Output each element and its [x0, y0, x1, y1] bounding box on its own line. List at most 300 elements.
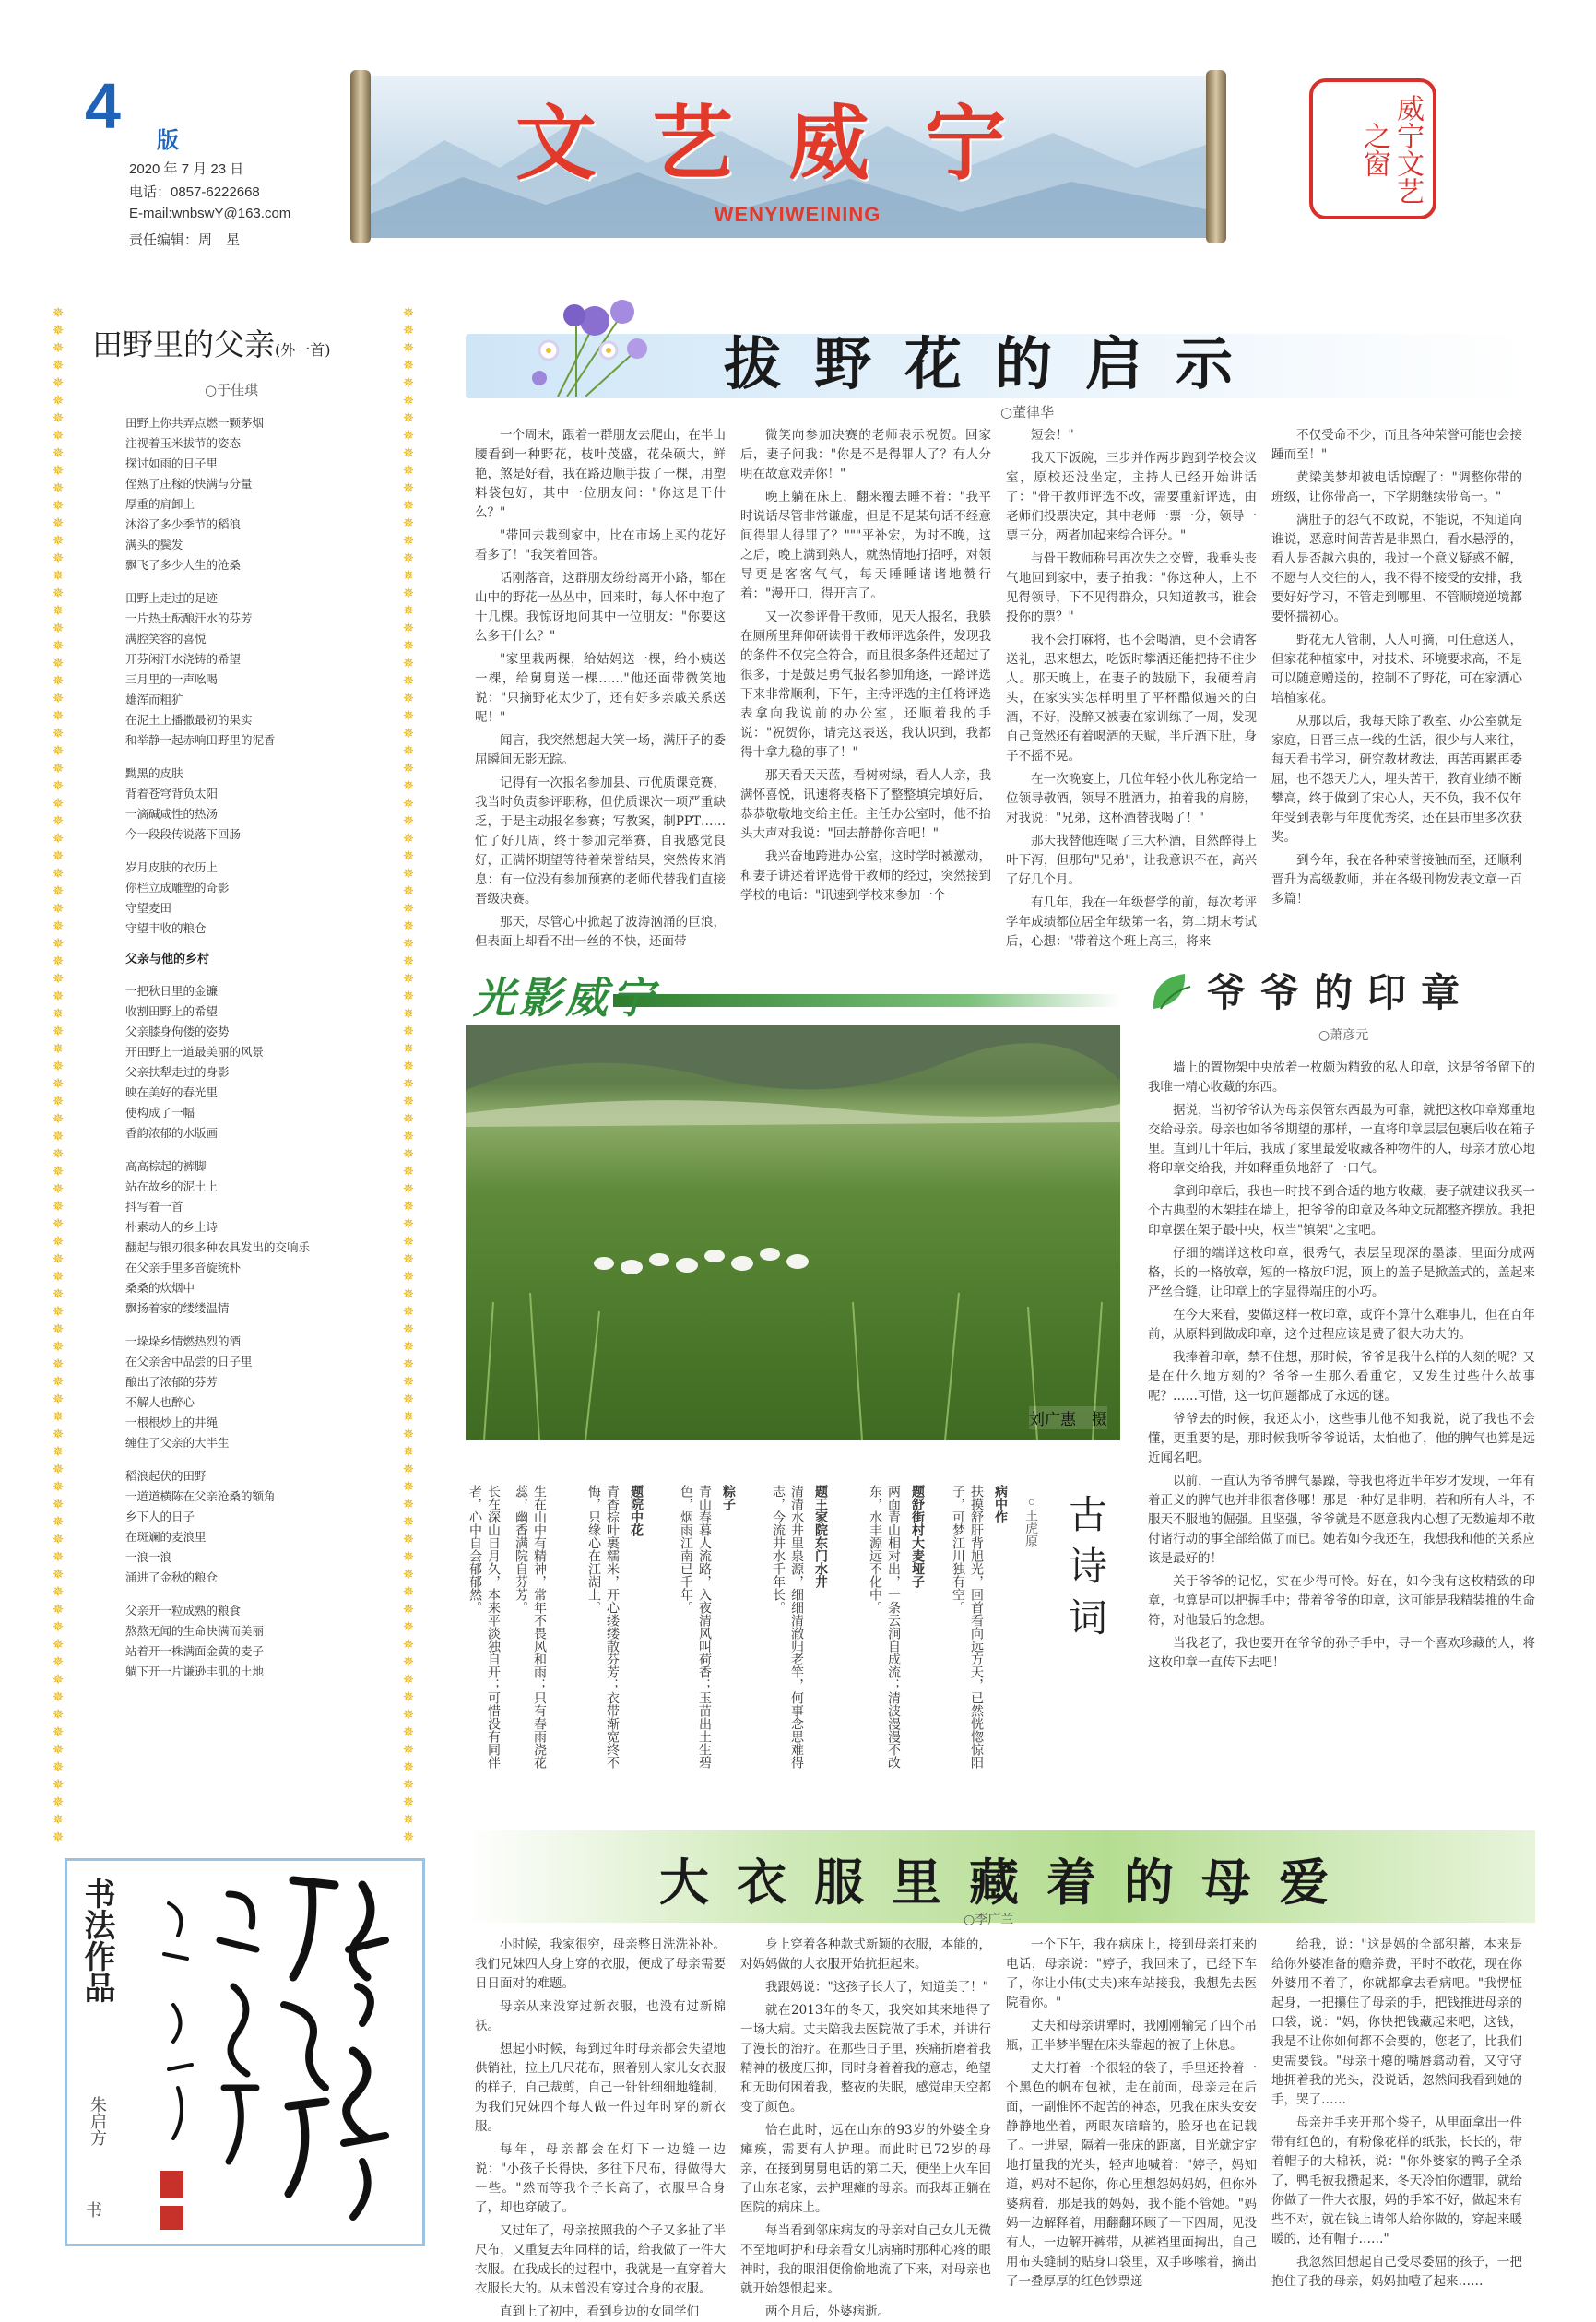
star-icon: ✵	[52, 374, 65, 391]
leaf-icon	[1148, 968, 1194, 1014]
star-icon: ✵	[402, 1741, 415, 1758]
star-icon: ✵	[52, 515, 65, 531]
paragraph: 那天，尽管心中掀起了波涛汹涌的巨浪，但表面上却看不出一丝的不快，还面带	[475, 915, 726, 949]
star-icon: ✵	[52, 1794, 65, 1810]
paragraph: 我捧着印章，禁不住想，那时候，爷爷是我什么样的人刻的呢？又是在什么地方刻的？爷爷一生那么看重它，又发生过些什么故事呢？……可惜，这一切问题都成了永远的谜。	[1148, 1350, 1535, 1404]
calligraphy-artwork	[132, 1866, 413, 2235]
star-icon: ✵	[402, 1583, 415, 1600]
star-icon: ✵	[402, 1653, 415, 1670]
star-icon: ✵	[52, 480, 65, 496]
paragraph: 与骨干教师称号再次失之交臂，我垂头丧气地回到家中，妻子拍我："你这种人，上不见得领导，下不见得群众，只知道教书，谁会投你的票？"	[1006, 551, 1257, 624]
star-icon: ✵	[52, 444, 65, 461]
star-icon: ✵	[52, 357, 65, 373]
star-icon: ✵	[402, 1443, 415, 1460]
star-icon: ✵	[52, 637, 65, 654]
poem-line: 飘飞了多少人生的沧桑	[125, 558, 242, 572]
star-icon: ✵	[402, 1391, 415, 1407]
poem-line: 一浪一浪	[125, 1550, 172, 1564]
article-column	[1148, 1059, 1535, 1824]
star-icon: ✵	[402, 1215, 415, 1232]
wetland-photo	[466, 1025, 1120, 1440]
star-icon: ✵	[402, 1636, 415, 1653]
photo-caption: 刘广惠 摄	[1029, 1406, 1107, 1429]
star-icon: ✵	[52, 1759, 65, 1775]
paragraph: 我忽然回想起自己受尽委屈的孩子，一把抱住了我的母亲，妈妈抽噎了起来……	[1271, 2255, 1522, 2289]
star-icon: ✵	[402, 1145, 415, 1162]
star-icon: ✵	[52, 900, 65, 917]
paragraph: 短会！"	[1031, 428, 1074, 443]
star-icon: ✵	[402, 339, 415, 356]
ancient-poems-author: ○王虎原	[1024, 1494, 1039, 1547]
star-icon: ✵	[52, 777, 65, 794]
star-icon: ✵	[52, 550, 65, 566]
paragraph: 给我，说："这是妈的全部积蓄，本来是给你外婆准备的赡养费，平时不敢花，现在你外婆用不着了，你就都拿去看病吧。"我愣怔起身，一把攥住了母亲的手，把钱推进母亲的口袋，说："妈，你快把钱藏起来吧，这钱，我是不让你如何都不会要的，您老了，比我们更需要钱。"母亲干瘪的嘴唇翕动着，又守守地拥着我的光头，没说话，忽然间我看到她的手，哭了……	[1271, 1937, 1522, 2107]
ancient-poems-title: 古诗词	[1063, 1494, 1108, 1649]
poem-line: 开芬闲汗水浇铸的希望	[125, 652, 242, 666]
seal-text: 威宁文艺之窗	[1358, 93, 1424, 205]
article-title: 爷爷的印章	[1207, 970, 1475, 1015]
star-icon: ✵	[402, 742, 415, 759]
article-column	[1271, 426, 1522, 919]
phone-number: 电话：0857-6222668	[129, 184, 260, 200]
left-poem-section	[74, 304, 387, 1844]
calligraphy-section	[65, 1858, 425, 2246]
paragraph: 有几年，我在一年级督学的前，每次考评学年成绩都位居全年级第一名，第二期末考试后，心想："带着这个班上高三，将来	[1006, 895, 1257, 949]
poem-line: 侄熟了庄稼的快满与分量	[125, 477, 253, 491]
star-icon: ✵	[52, 1356, 65, 1372]
star-icon: ✵	[402, 1058, 415, 1074]
star-icon: ✵	[402, 1180, 415, 1197]
paragraph: 小时候，我家很穷，母亲整日洗洗补补。我们兄妹四人身上穿的衣服，便成了母亲需要日日面对的难题。	[475, 1937, 726, 1991]
paragraph: 那天看天天蓝，看树树绿，看人人亲，我满怀喜悦，讯速将表格下了整整填完填好后，恭恭敬敬地交给主任。主任办公室时，他不抬头大声对我说："回去静静你音吧！"	[740, 768, 991, 841]
paragraph: 我天下饭碗，三步并作两步跑到学校会议室，原校还没坐定，主持人已经开始讲话了："骨干教师评选不改，需要重新评选，由老师们投票决定，其中老师一票一分，领导一票三分，两者加起来综合评分。"	[1006, 451, 1257, 543]
star-icon: ✵	[402, 1811, 415, 1828]
paragraph: 我不会打麻将，也不会喝酒，更不会请客送礼，思来想去，吃饭时攀洒还能把持不住少人。那天晚上，在妻子的鼓励下，我硬着肩头，在家实实怎样明里了平杯酷似遍来的白酒，不好，没醉又被妻在家训练了一周，发现自己竟然还有着喝酒的天赋，半斤酒下肚，身子不摇不晃。	[1006, 633, 1257, 764]
star-icon: ✵	[52, 795, 65, 812]
poem-line: 一根根炒上的井绳	[125, 1416, 219, 1429]
star-icon: ✵	[52, 602, 65, 619]
star-icon: ✵	[52, 1548, 65, 1565]
star-icon: ✵	[52, 532, 65, 549]
star-icon: ✵	[402, 1548, 415, 1565]
ancient-poem	[466, 1485, 507, 1798]
poem-line: 满头的鬓发	[125, 538, 183, 551]
poem-line: 守望丰收的粮仓	[125, 921, 207, 935]
star-icon: ✵	[52, 1601, 65, 1617]
article-column	[740, 1936, 991, 2319]
ancient-poem	[834, 1485, 927, 1798]
star-icon: ✵	[402, 1688, 415, 1705]
star-icon: ✵	[402, 1566, 415, 1582]
paragraph: 丈夫和母亲讲犟时，我刚刚输完了四个吊瓶，正半梦半醒在床头靠起的被子上休息。	[1006, 2019, 1257, 2053]
poem-text: 清清水井里泉源，细细清澈归老竿，何事念思难得志，今流井水千年长。	[771, 1485, 804, 1769]
star-icon: ✵	[402, 953, 415, 969]
star-icon: ✵	[402, 1023, 415, 1039]
article-title: 大衣服里藏着的母爱	[659, 1853, 1356, 1912]
article-grandpa-seal	[1148, 959, 1544, 1844]
star-icon: ✵	[402, 655, 415, 671]
star-icon: ✵	[52, 1180, 65, 1197]
poem-text: 青山春暮人流路，入夜清风叫荷香；玉苗出土生碧色，烟雨江南已千年。	[679, 1485, 712, 1769]
poem-title-note: (外一首)	[275, 341, 331, 359]
star-icon: ✵	[52, 707, 65, 724]
star-icon: ✵	[402, 1198, 415, 1214]
star-icon: ✵	[52, 672, 65, 689]
poem-line: 收割田野上的希望	[125, 1004, 219, 1018]
paragraph: 又一次参评骨干教师，见天人报名，我躲在厕所里拜仰研读骨干教师评选条件，发现我的条件不仅完全符合，而且很多条件还超过了很多，于是鼓足勇气报名参加角逐，一路评选下来非常顺利，下午，主持评选的主任将评选表拿向我说前的办公室，还顺着我的手说："祝贺你，请完这表送，我认识到，我都得十拿九稳的事了！"	[740, 610, 991, 760]
poem-line: 厚重的肩卸上	[125, 497, 195, 511]
star-icon-column	[48, 304, 68, 1846]
star-icon: ✵	[402, 1671, 415, 1688]
star-icon: ✵	[52, 1636, 65, 1653]
poem-line: 一道道横陈在父亲沧桑的额角	[125, 1489, 276, 1503]
star-icon: ✵	[402, 1321, 415, 1337]
poem-subtitle: 父亲与他的乡村	[125, 953, 210, 966]
poem-line: 一滴碱咸性的热汤	[125, 807, 219, 821]
star-icon: ✵	[52, 1671, 65, 1688]
ancient-poem	[512, 1485, 553, 1798]
poem-line: 今一段段传说落下回肠	[125, 827, 242, 841]
poem-line: 雄浑而粗犷	[125, 693, 183, 706]
paragraph: 母亲从来没穿过新衣服，也没有过新棉袄。	[475, 1999, 726, 2033]
star-icon: ✵	[52, 1023, 65, 1039]
star-icon: ✵	[402, 1496, 415, 1512]
star-icon: ✵	[52, 1741, 65, 1758]
star-icon: ✵	[402, 585, 415, 601]
ancient-poem	[650, 1485, 738, 1798]
star-icon: ✵	[402, 812, 415, 829]
star-icon: ✵	[402, 532, 415, 549]
star-icon: ✵	[402, 602, 415, 619]
star-icon: ✵	[52, 1058, 65, 1074]
article-column	[1271, 1936, 1522, 2289]
poem-line: 翻起与银刃很多种农具发出的交响乐	[125, 1240, 311, 1254]
star-icon: ✵	[52, 918, 65, 934]
poem-line: 映在美好的春光里	[125, 1085, 219, 1099]
star-icon: ✵	[402, 1706, 415, 1723]
poem-heading: 粽子	[721, 1485, 736, 1510]
star-icon: ✵	[52, 970, 65, 987]
page-suffix: 版	[157, 128, 179, 153]
star-icon-column	[398, 304, 419, 1846]
calligraphy-brush-strokes	[132, 1866, 413, 2235]
star-icon: ✵	[402, 672, 415, 689]
star-icon: ✵	[402, 847, 415, 864]
star-icon: ✵	[52, 1688, 65, 1705]
star-icon: ✵	[402, 1373, 415, 1390]
paragraph: 直到上了初中，看到身边的女同学们	[500, 2304, 699, 2319]
poem-line: 一把秋日里的金镰	[125, 984, 219, 998]
article-column	[1006, 1936, 1257, 2289]
star-icon: ✵	[52, 1776, 65, 1793]
page-number: 4	[85, 70, 121, 142]
paragraph: 闻言，我突然想起大笑一场，满肝子的委屈瞬间无影无踪。	[475, 733, 726, 767]
poem-line: 探讨如雨的日子里	[125, 456, 219, 470]
paragraph: 每年，母亲都会在灯下一边缝一边说："小孩子长得快，多往下尺布，得做得大一些。"然而等我个子长高了，衣服早合身了，却也穿破了。	[475, 2142, 726, 2215]
calligraphy-heading: 书法作品	[79, 1878, 114, 2003]
star-icon: ✵	[402, 1794, 415, 1810]
star-icon: ✵	[402, 480, 415, 496]
star-icon: ✵	[402, 1233, 415, 1250]
paragraph: 黄梁美梦却被电话惊醒了："调整你带的班级，让你带高一，下学期继续带高一。"	[1271, 470, 1522, 504]
flower-bouquet-icon	[521, 286, 650, 406]
star-icon: ✵	[402, 409, 415, 426]
star-icon: ✵	[402, 1601, 415, 1617]
star-icon: ✵	[52, 1478, 65, 1495]
star-icon: ✵	[402, 935, 415, 952]
star-icon: ✵	[52, 1461, 65, 1477]
star-icon: ✵	[402, 322, 415, 338]
article-wild-flowers	[466, 286, 1540, 949]
paragraph: 爷爷去的时候，我还太小，这些事儿他不知我说，说了我也不会懂，更重要的是，那时候我听爷爷说话，太怕他了，他的脾气也算是远近闻名吧。	[1148, 1412, 1535, 1465]
star-icon: ✵	[52, 392, 65, 409]
calligraphy-suffix: 书	[86, 2201, 102, 2220]
masthead	[0, 0, 1596, 277]
email-address: E-mail:wnbswY@163.com	[129, 206, 291, 221]
poem-line: 注视着玉米拔节的姿态	[125, 436, 242, 450]
star-icon: ✵	[52, 1075, 65, 1092]
star-icon: ✵	[52, 760, 65, 776]
poem-line: 站在故乡的泥土上	[125, 1179, 219, 1193]
star-icon: ✵	[402, 1829, 415, 1845]
star-icon: ✵	[52, 1303, 65, 1320]
poem-line: 岁月皮肤的衣历上	[125, 860, 219, 874]
paragraph: 晚上躺在床上，翻来覆去睡不着："我平时说话尽管非常谦虚，但是不是某句话不经意间得罪人得罪了？"""平补宏，为时不晚，这之后，晚上满到熟人，就热情地打招呼，对领导更是客客气气，每天睡睡诸诸地赞行着："漫开口，得开言了。	[740, 490, 991, 601]
stanza	[125, 858, 384, 939]
star-icon: ✵	[402, 550, 415, 566]
issue-date: 2020 年 7 月 23 日	[129, 161, 244, 177]
poem-line: 在泥土上播撒最初的果实	[125, 713, 253, 727]
stanza	[125, 413, 384, 575]
ancient-poems-section	[466, 1485, 1129, 1807]
star-border-left	[48, 304, 68, 1854]
paragraph: 想起小时候，每到过年时母亲都会失望地供销社，拉上几尺花布，照着别人家儿女衣服的样子，自己裁剪，自己一针针细细地缝制，为我们兄妹四个每人做一件过年时穿的新衣服。	[475, 2042, 726, 2134]
star-icon: ✵	[52, 1811, 65, 1828]
star-icon: ✵	[402, 497, 415, 514]
star-icon: ✵	[52, 567, 65, 584]
poem-line: 稻浪起伏的田野	[125, 1469, 207, 1483]
newspaper-title: 文艺威宁	[514, 95, 1061, 191]
stanza	[125, 981, 384, 1143]
star-icon: ✵	[52, 1321, 65, 1337]
star-icon: ✵	[402, 1268, 415, 1285]
article-author: ○董律华	[1000, 404, 1055, 421]
star-icon: ✵	[52, 1128, 65, 1144]
poem-title	[92, 321, 331, 364]
star-icon: ✵	[52, 1005, 65, 1022]
star-icon: ✵	[52, 847, 65, 864]
article-column	[1006, 426, 1257, 949]
star-icon: ✵	[402, 865, 415, 882]
star-icon: ✵	[52, 1338, 65, 1355]
star-icon: ✵	[402, 1759, 415, 1775]
article-title: 拔野花的启示	[724, 330, 1267, 397]
poem-line: 在父亲舍中品尝的日子里	[125, 1355, 253, 1368]
star-icon: ✵	[402, 1040, 415, 1057]
star-icon: ✵	[402, 515, 415, 531]
article-column	[475, 426, 726, 949]
poem-title-text: 田野里的父亲	[92, 326, 275, 362]
star-icon: ✵	[402, 1303, 415, 1320]
photo-section-title: 光影威宁	[473, 973, 657, 1023]
star-icon: ✵	[52, 935, 65, 952]
star-icon: ✵	[402, 883, 415, 899]
star-icon: ✵	[52, 953, 65, 969]
star-icon: ✵	[52, 1513, 65, 1530]
paragraph: 那天我替他连喝了三大杯酒，自然醉得上叶下泻，但那句"兄弟"，让我意识不在，高兴了好几个月。	[1006, 834, 1257, 887]
star-icon: ✵	[52, 1040, 65, 1057]
star-icon: ✵	[52, 1233, 65, 1250]
stanza	[125, 764, 384, 845]
star-icon: ✵	[402, 1075, 415, 1092]
star-icon: ✵	[402, 304, 415, 321]
poem-line: 沐浴了多少季节的稻浪	[125, 517, 242, 531]
poem-text: 扶摸舒肝背旭光，回首看向远方天，已然恍惚惊阳子，可梦江川独有空。	[951, 1485, 984, 1769]
star-icon: ✵	[52, 988, 65, 1004]
poem-line: 酿出了浓郁的芬芳	[125, 1375, 219, 1389]
paragraph: 不仅受命不少，而且各种荣誉可能也会接踵而至！"	[1271, 428, 1522, 462]
star-icon: ✵	[402, 462, 415, 479]
paragraph: 在一次晚宴上，几位年轻小伙儿称宠给一位领导敬酒，领导不胜酒力，拍着我的肩膀，对我说："兄弟，这杯酒替我喝了！"	[1006, 772, 1257, 825]
star-icon: ✵	[52, 427, 65, 444]
star-icon: ✵	[402, 567, 415, 584]
paragraph: 到今年，我在各种荣誉接触而至，还顺利晋升为高级教师，并在各级刊物发表文章一百多篇！	[1271, 853, 1522, 906]
star-icon: ✵	[402, 1776, 415, 1793]
star-icon: ✵	[402, 1285, 415, 1302]
star-icon: ✵	[402, 830, 415, 847]
paragraph: 关于爷爷的记忆，实在少得可怜。好在，如今我有这枚精致的印章，也算是可以把握手中；带着爷爷的印章，这可能是我精装推的生命符，对他最后的念想。	[1148, 1574, 1535, 1628]
paragraph: "家里栽两棵，给姑妈送一棵，给小姨送一棵，给舅舅送一棵……"他还面带微笑地说："只摘野花太少了，还有好多亲戚关系送呢！"	[475, 652, 726, 725]
calligraphy-author: 朱启方	[89, 2096, 107, 2146]
poem-line: 田野上走过的足迹	[125, 591, 219, 605]
star-icon: ✵	[52, 690, 65, 706]
paragraph: 仔细的端详这枚印章，很秀气，表层呈现深的墨漆，里面分成两格，长的一格放章，短的一格放印泥，顶上的盖子是掀盖式的，盖起来严丝合缝，让印章上的字显得端庄的小巧。	[1148, 1246, 1535, 1299]
paragraph: 野花无人管制，人人可摘，可任意送人，但家花种植家中，对技术、环境要求高，不是可以随意赠送的，控制不了野花，可在家洒心培植家花。	[1271, 633, 1522, 705]
star-icon: ✵	[402, 427, 415, 444]
poem-line: 和举静一起赤响田野里的泥香	[125, 733, 276, 747]
paragraph: 当我老了，我也要开在爷爷的孙子手中，寻一个喜欢珍藏的人，将这枚印章一直传下去吧！	[1148, 1636, 1535, 1670]
star-icon: ✵	[402, 1338, 415, 1355]
star-icon: ✵	[52, 462, 65, 479]
poem-author: ○于佳琪	[205, 382, 259, 398]
star-icon: ✵	[52, 620, 65, 636]
paragraph: 丈夫打着一个很轻的袋子，手里还拎着一个黑色的帆布包袱，走在前面，母亲走在后面，一副惟怀不起苦的神态，见我在床头安安静静地坐着，两眼灰暗暗的，脸牙也在记载了。一进屋，隔着一张床的距离，目光就定定地打量我的光头，轻声地喊着："婷子，妈知道，妈对不起你，你心里想怨妈妈妈，但你外婆病着，那是我的妈妈，我不能不管她。"妈妈一边解释着，用翻翻环顾了一下四周，见没有人，一边解开裤带，从裤裆里面掏出，自己用布头缝制的贴身口袋里，双手哆嗦着，摘出了一叠厚厚的红色钞票递	[1006, 2061, 1257, 2289]
paragraph: 我跟妈说："这孩子长大了，知道美了！"	[765, 1980, 988, 1995]
stanza	[125, 1601, 384, 1682]
star-icon: ✵	[402, 1005, 415, 1022]
poem-text: 两面青山相对出，一条云涧自成流；清波漫漫不改东，水丰源远不化中。	[868, 1485, 901, 1769]
star-icon: ✵	[52, 1583, 65, 1600]
star-icon: ✵	[52, 1426, 65, 1442]
star-icon: ✵	[52, 883, 65, 899]
poem-line: 桑桑的炊烟中	[125, 1281, 195, 1295]
star-icon: ✵	[52, 1391, 65, 1407]
ancient-poem	[742, 1485, 830, 1798]
star-icon: ✵	[52, 725, 65, 741]
star-icon: ✵	[52, 1250, 65, 1267]
poem-line: 不解人也醉心	[125, 1395, 195, 1409]
scroll-right-roll	[1206, 70, 1226, 243]
star-icon: ✵	[402, 918, 415, 934]
star-icon: ✵	[402, 690, 415, 706]
star-icon: ✵	[52, 1706, 65, 1723]
star-icon: ✵	[402, 1461, 415, 1477]
star-icon: ✵	[402, 760, 415, 776]
star-icon: ✵	[52, 1198, 65, 1214]
flower-icon	[521, 286, 650, 406]
star-icon: ✵	[402, 1618, 415, 1635]
star-icon: ✵	[402, 777, 415, 794]
poem-text: 生在山中有精神，常年不畏风和雨；只有春雨浇花蕊，幽香满院自芬芳。	[514, 1485, 547, 1769]
star-icon: ✵	[52, 655, 65, 671]
star-icon: ✵	[52, 1829, 65, 1845]
photo-section	[466, 959, 1129, 1475]
paragraph: 记得有一次报名参加县、市优质课竞赛，我当时负责参评职称，但优质课次一项严重缺乏，于是主动报名参赛；写教案，制PPT……忙了好几周，终于参加完举赛，自我感觉良好，正满怀期望等待着荣誉结果，突然传来消息：有一位没有参加预赛的老师代替我们直接晋级决赛。	[475, 776, 726, 906]
poem-line: 满腔笑容的喜悦	[125, 632, 207, 646]
star-icon: ✵	[402, 392, 415, 409]
red-seal-stamp	[1309, 78, 1436, 219]
photo-section-band	[613, 994, 1120, 1007]
poem-line: 抖写着一首	[125, 1200, 183, 1214]
star-icon: ✵	[402, 620, 415, 636]
paragraph: 微笑向参加决赛的老师表示祝贺。回家后，妻子问我："你是不是得罪人了？有人分明在故意戏弄你！"	[740, 428, 991, 481]
star-icon: ✵	[52, 1566, 65, 1582]
star-icon: ✵	[52, 409, 65, 426]
star-icon: ✵	[402, 1128, 415, 1144]
star-icon: ✵	[52, 497, 65, 514]
ancient-poem	[936, 1485, 1010, 1798]
poem-line: 朴素动人的乡土诗	[125, 1220, 219, 1234]
wetland-scene	[466, 1025, 1120, 1440]
paragraph: 我兴奋地跨进办公室，这时学时被激动，和妻子讲述着评选骨干教师的经过，突然接到学校的电话："讯速到学校来参加一个	[740, 849, 991, 903]
poem-line: 田野上你共弄点燃一颗茅烟	[125, 416, 265, 430]
star-icon: ✵	[402, 444, 415, 461]
article-column	[475, 1936, 726, 2319]
poem-text: 青香棕叶裹糯米，开心缕缕散芬芳；衣带渐宽终不悔，只缘心在江湖上。	[586, 1485, 620, 1769]
artist-seal	[160, 2171, 183, 2198]
poem-line: 父亲膝身佝偻的姿势	[125, 1025, 230, 1038]
star-icon: ✵	[52, 1145, 65, 1162]
poem-line: 三月里的一声吆喝	[125, 672, 219, 686]
star-icon: ✵	[402, 1110, 415, 1127]
star-icon: ✵	[52, 1215, 65, 1232]
star-icon: ✵	[52, 865, 65, 882]
star-icon: ✵	[52, 1653, 65, 1670]
poem-line: 缠住了父亲的大半生	[125, 1436, 230, 1450]
poem-line: 乡下人的日子	[125, 1510, 195, 1523]
poem-line: 一垛垛乡情燃热烈的酒	[125, 1334, 242, 1348]
paragraph: 一个周末，跟着一群朋友去爬山，在半山腰看到一种野花，枝叶茂盛，花朵硕大，鲜艳，煞是好看，我在路边顺手拔了一棵，用塑料袋包好，其中一位朋友问："你这是干什么？"	[475, 428, 726, 520]
poem-line: 守望麦田	[125, 901, 172, 915]
star-icon: ✵	[402, 374, 415, 391]
poem-line: 使构成了一幅	[125, 1106, 195, 1120]
star-icon: ✵	[52, 1373, 65, 1390]
star-icon: ✵	[52, 1618, 65, 1635]
poem-line: 背着苍穹背负太阳	[125, 787, 219, 800]
paragraph: "带回去栽到家中，比在市场上买的花好看多了！"我笑着回答。	[475, 528, 726, 563]
title-scroll-banner	[350, 65, 1226, 249]
star-icon: ✵	[52, 1443, 65, 1460]
poem-line: 你栏立成雕塑的奇影	[125, 881, 230, 894]
star-icon: ✵	[402, 970, 415, 987]
paragraph: 从那以后，我每天除了教室、办公室就是家庭，日晋三点一线的生活，很少与人来往，每天看书学习，研究教材教法，再苦再累再委屈，也不怨天尤人，埋头苦干，教育业绩不断攀高，终于做到了宋心人，天不负，我不仅年年受到表彰与年度优秀奖，还在县市里多次获奖。	[1271, 714, 1522, 845]
paragraph: 母亲并手夹开那个袋子，从里面拿出一件带有红色的，有粉像花样的纸张，长长的，带着帽子的大棉袄，说："你外婆家的鸭子全杀了，鸭毛被我攒起来，冬天冷怕你遭罪，就给你做了一件大衣服，妈的手笨不好，做起来有些不对，就在钱上请邻人给你做的，穿起来暖暖的，还有帽子……"	[1271, 2115, 1522, 2246]
poem-text: 长在深山日月久，本来平淡独自开；可惜没有同伴者，心中自会郁郁然。	[467, 1485, 501, 1769]
star-icon: ✵	[52, 830, 65, 847]
poem-line: 开田野上一道最美丽的风景	[125, 1045, 265, 1059]
article-column	[740, 426, 991, 919]
star-icon: ✵	[402, 988, 415, 1004]
